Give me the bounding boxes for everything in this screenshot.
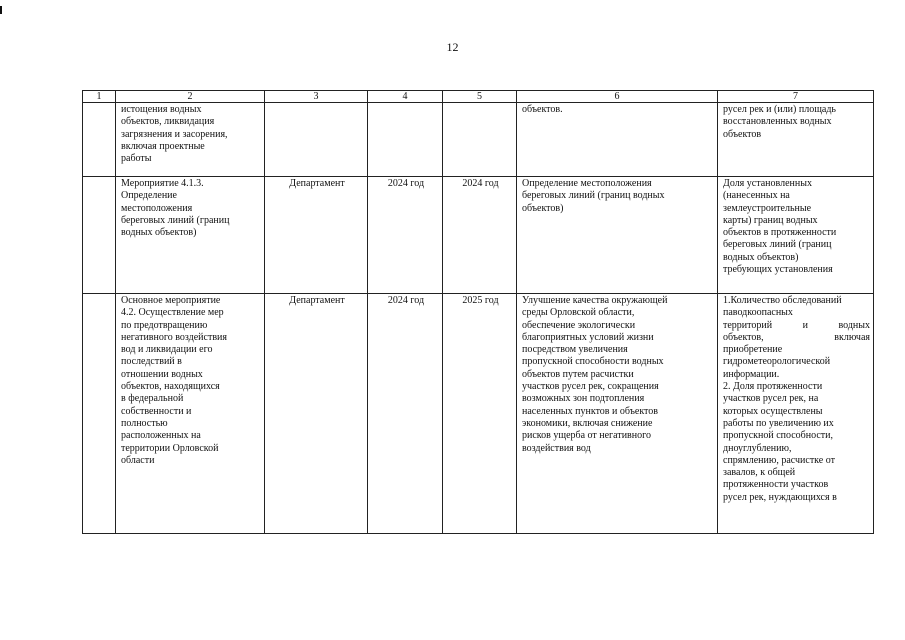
table-row [83, 177, 874, 294]
cell-indicator: русел рек и (или) площадь восстановленных водных объектов [718, 103, 874, 177]
cell-num [83, 103, 116, 177]
col-header-6: 6 [517, 91, 718, 103]
col-header-1: 1 [83, 91, 116, 103]
cell-indicator: Доля установленных (нанесенных на землеустроительные карты) границ водных объектов в протяженности береговых линий (границ водных объектов) требующих установления [718, 177, 874, 294]
indicator-line: завалов, к общей [723, 467, 796, 479]
col-header-7: 7 [718, 91, 874, 103]
indicator-line: спрямлению, расчистке от [723, 454, 835, 466]
program-table [82, 90, 874, 534]
indicator-line: протяженности участков [723, 479, 829, 491]
table-row [83, 103, 874, 177]
indicator-line: русел рек, нуждающихся в [723, 491, 837, 503]
col-header-5: 5 [443, 91, 517, 103]
cell-end-year [443, 103, 517, 177]
indicator-line: пропускной способности, [723, 430, 834, 442]
indicator-line: гидрометеорологической [723, 356, 831, 368]
indicator-line: приобретение [723, 344, 783, 356]
col-header-3: 3 [265, 91, 368, 103]
cell-expected-result: объектов. [517, 103, 718, 177]
header-row [83, 91, 874, 103]
indicator-line: дноуглублению, [723, 442, 792, 454]
cell-start-year [368, 103, 443, 177]
table-row [83, 294, 874, 534]
indicator-line: объектов, включая [723, 331, 870, 343]
cell-executor: Департамент [265, 177, 368, 294]
indicator-line: 2. Доля протяженности [723, 381, 823, 393]
cell-event-name: Основное мероприятие 4.2. Осуществление мер по предотвращению негативного воздействия вод и ликвидации его последствий в отношении водных объектов, находящихся в федеральной собственности и полностью расположенных на территории Орловской области [116, 294, 265, 534]
cell-expected-result: Улучшение качества окружающей среды Орловской области, обеспечение экологически благоприятных условий жизни посредством увеличения пропускной способности водных объектов путем расчистки участков русел рек, сокращения возможных зон подтопления населенных пунктов и объектов экономики, включая снижение рисков ущерба от негативного воздействия вод [517, 294, 718, 534]
indicator-line: информации. [723, 368, 780, 380]
indicator-line: паводкоопасных [723, 307, 793, 319]
indicator-line: территорий и водных [723, 319, 870, 331]
scan-edge-mark [0, 6, 2, 14]
cell-event-name: истощения водных объектов, ликвидация загрязнения и засорения, включая проектные работы [116, 103, 265, 177]
cell-indicator [718, 294, 874, 534]
indicator-line: 1.Количество обследований [723, 295, 842, 306]
cell-start-year: 2024 год [368, 177, 443, 294]
cell-end-year: 2024 год [443, 177, 517, 294]
cell-event-name: Мероприятие 4.1.3. Определение местоположения береговых линий (границ водных объектов) [116, 177, 265, 294]
page-number: 12 [446, 40, 459, 54]
cell-expected-result: Определение местоположения береговых линий (границ водных объектов) [517, 177, 718, 294]
indicator-line: которых осуществлены [723, 405, 823, 417]
cell-executor [265, 103, 368, 177]
cell-executor: Департамент [265, 294, 368, 534]
col-header-4: 4 [368, 91, 443, 103]
cell-end-year: 2025 год [443, 294, 517, 534]
col-header-2: 2 [116, 91, 265, 103]
cell-num [83, 177, 116, 294]
cell-num [83, 294, 116, 534]
indicator-line: работы по увеличению их [723, 417, 834, 429]
indicator-line: участков русел рек, на [723, 393, 819, 405]
cell-start-year: 2024 год [368, 294, 443, 534]
